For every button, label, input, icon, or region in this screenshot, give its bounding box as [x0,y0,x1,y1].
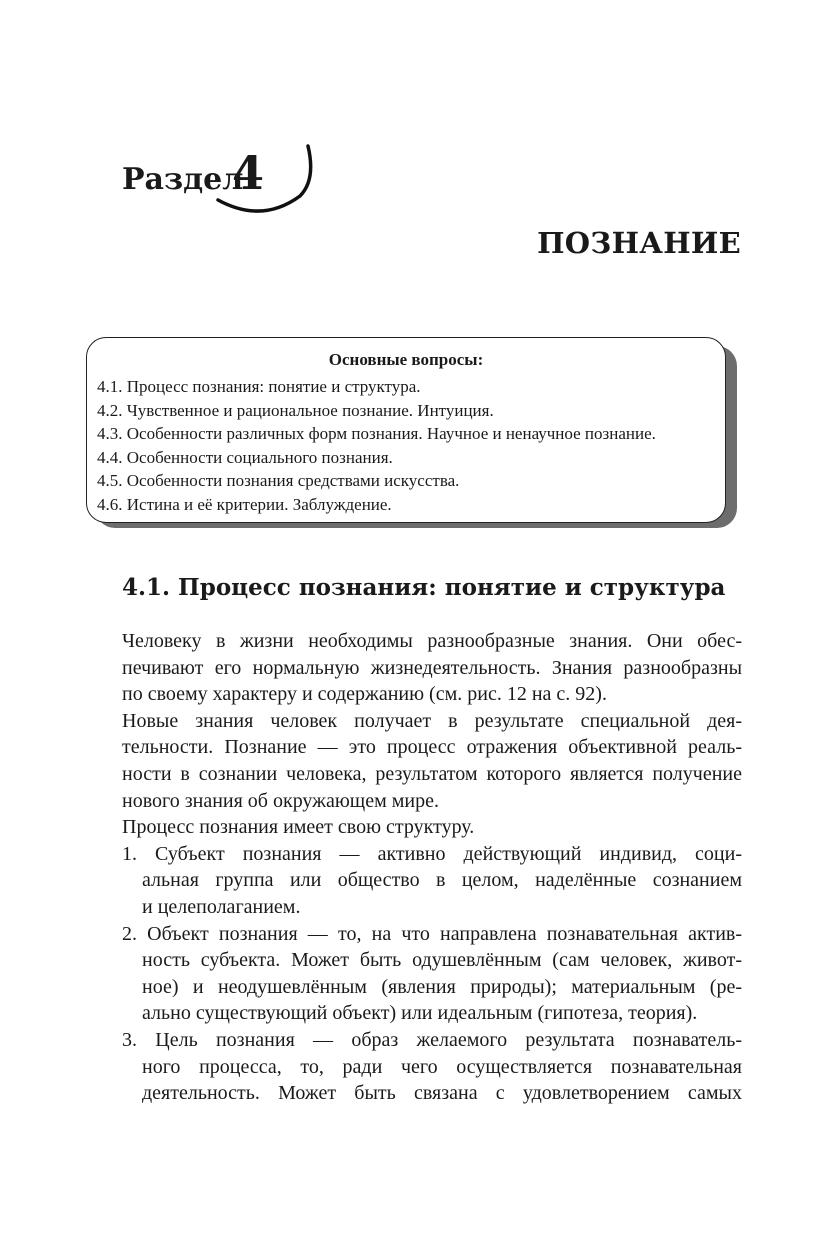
paragraph-2 [122,708,742,814]
list-item-subject [122,841,742,921]
text-line: нового знания об окружающем мире. [122,789,439,812]
paragraph-1 [122,628,742,708]
chapter-title: ПОЗНАНИЕ [537,226,741,260]
text-line: ально существующий объект) или идеальным (гипотеза, теория). [142,1002,698,1025]
text-line: печивают его нормальную жизнедеятельность. Знания разнообразны [122,656,742,679]
text-line: и целеполаганием. [142,895,301,918]
text-line: ность субъекта. Может быть одушевлённым (сам человек, живот- [142,949,742,972]
question-item: 4.5. Особенности познания средствами искусства. [97,471,460,490]
text-line: альная группа или общество в целом, наделённые сознанием [142,869,742,892]
text-line: ного процесса, то, ради чего осуществляется познавательная [142,1055,742,1078]
question-item: 4.1. Процесс познания: понятие и структура. [97,377,421,396]
body-text [122,628,742,1107]
text-line: ности в сознании человека, результатом которого является получение [122,762,742,785]
question-item: 4.2. Чувственное и рациональное познание. Интуиция. [97,400,494,420]
questions-title: Основные вопросы: [328,350,484,369]
questions-list [97,375,719,516]
text-line: по своему характеру и содержанию (см. рис. 12 на с. 92). [122,683,607,706]
paragraph-3 [122,814,742,841]
questions-box [86,337,726,523]
text-line: Человеку в жизни необходимы разнообразные знания. Они обес- [122,630,742,652]
text-line: 2. Объект познания — то, на что направлена познавательная актив- [122,922,742,945]
section-number: 4 [232,146,265,200]
section-subheading: 4.1. Процесс познания: понятие и структура [122,574,726,601]
text-line: ное) и неодушевлённым (явления природы); материальным (ре- [142,975,742,998]
question-item: 4.4. Особенности социального познания. [97,447,393,467]
text-line: деятельность. Может быть связана с удовлетворением самых [142,1082,742,1105]
list-item-object [122,921,742,1027]
question-item: 4.6. Истина и её критерии. Заблуждение. [97,494,392,514]
section-word: Раздел [122,162,244,197]
section-arc-decoration [212,142,322,214]
text-line: 1. Субъект познания — активно действующий индивид, соци- [122,842,742,865]
text-line: тельности. Познание — это процесс отражения объективной реаль- [122,736,742,759]
text-line: 3. Цель познания — образ желаемого результата познаватель- [122,1028,742,1051]
question-item: 4.3. Особенности различных форм познания. Научное и ненаучное познание. [97,424,656,443]
list-item-goal [122,1027,742,1107]
text-line: Процесс познания имеет свою структуру. [122,816,475,839]
text-line: Новые знания человек получает в результате специальной дея- [122,709,742,732]
